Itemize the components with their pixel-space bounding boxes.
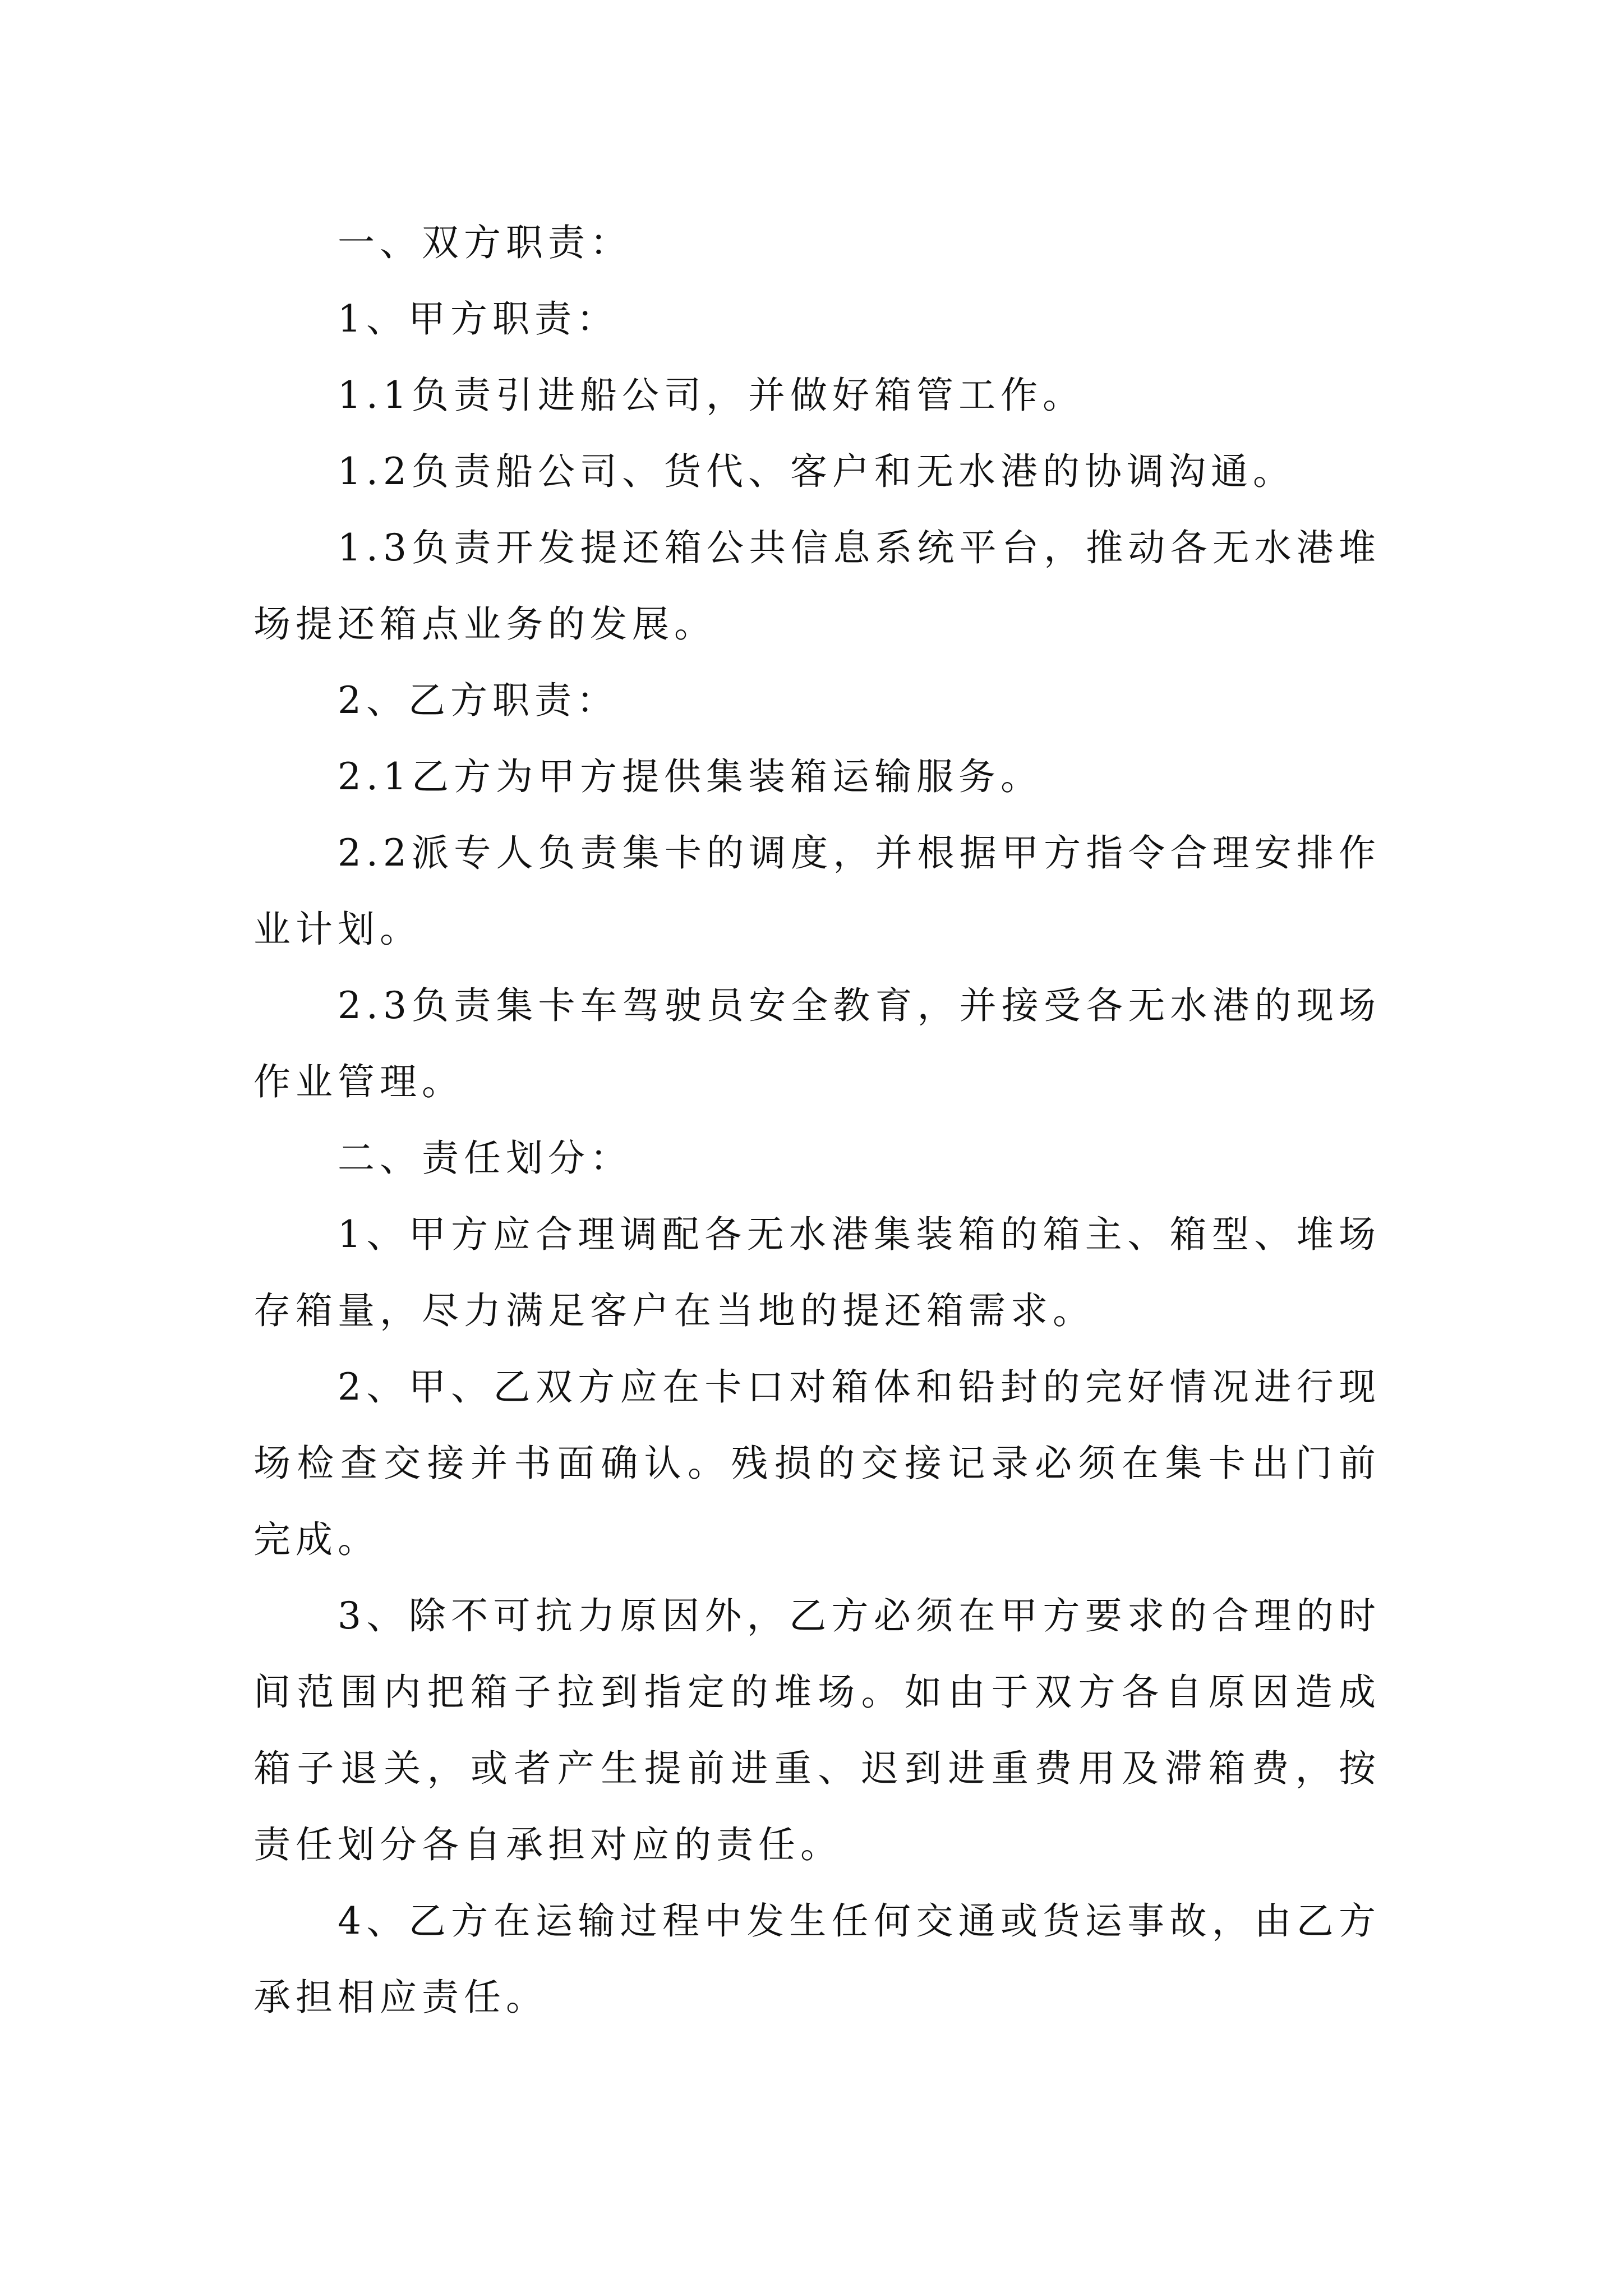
clause-2-1: 2.1乙方为甲方提供集装箱运输服务。	[338, 755, 1043, 798]
liability-clause-3: 3、除不可抗力原因外，乙方必须在甲方要求的合理的时间范围内把箱子拉到指定的堆场。如由于双方各自原因造成箱子退关，或者产生提前进重、迟到进重费用及滞箱费，按责任划分各自承担对应的责任。	[253, 1594, 1381, 1866]
subheading-party-a-duties: 1、甲方职责：	[338, 297, 619, 341]
liability-clause-2: 2、甲、乙双方应在卡口对箱体和铅封的完好情况进行现场检查交接并书面确认。残损的交接记录必须在集卡出门前完成。	[253, 1365, 1381, 1561]
clause-1-1: 1.1负责引进船公司，并做好箱管工作。	[338, 374, 1085, 417]
section-heading-responsibilities: 一、双方职责：	[338, 221, 632, 264]
clause-2-3: 2.3负责集卡车驾驶员安全教育，并接受各无水港的现场作业管理。	[253, 984, 1381, 1103]
clause-1-2: 1.2负责船公司、货代、客户和无水港的协调沟通。	[338, 450, 1295, 493]
liability-clause-4: 4、乙方在运输过程中发生任何交通或货运事故，由乙方承担相应责任。	[253, 1899, 1381, 2019]
document-body	[253, 205, 1381, 2036]
liability-clause-1: 1、甲方应合理调配各无水港集装箱的箱主、箱型、堆场存箱量，尽力满足客户在当地的提还箱需求。	[253, 1213, 1381, 1332]
section-heading-liability: 二、责任划分：	[338, 1137, 632, 1180]
subheading-party-b-duties: 2、乙方职责：	[338, 679, 619, 722]
clause-1-3: 1.3负责开发提还箱公共信息系统平台，推动各无水港堆场提还箱点业务的发展。	[253, 526, 1381, 646]
clause-2-2: 2.2派专人负责集卡的调度，并根据甲方指令合理安排作业计划。	[253, 831, 1381, 951]
